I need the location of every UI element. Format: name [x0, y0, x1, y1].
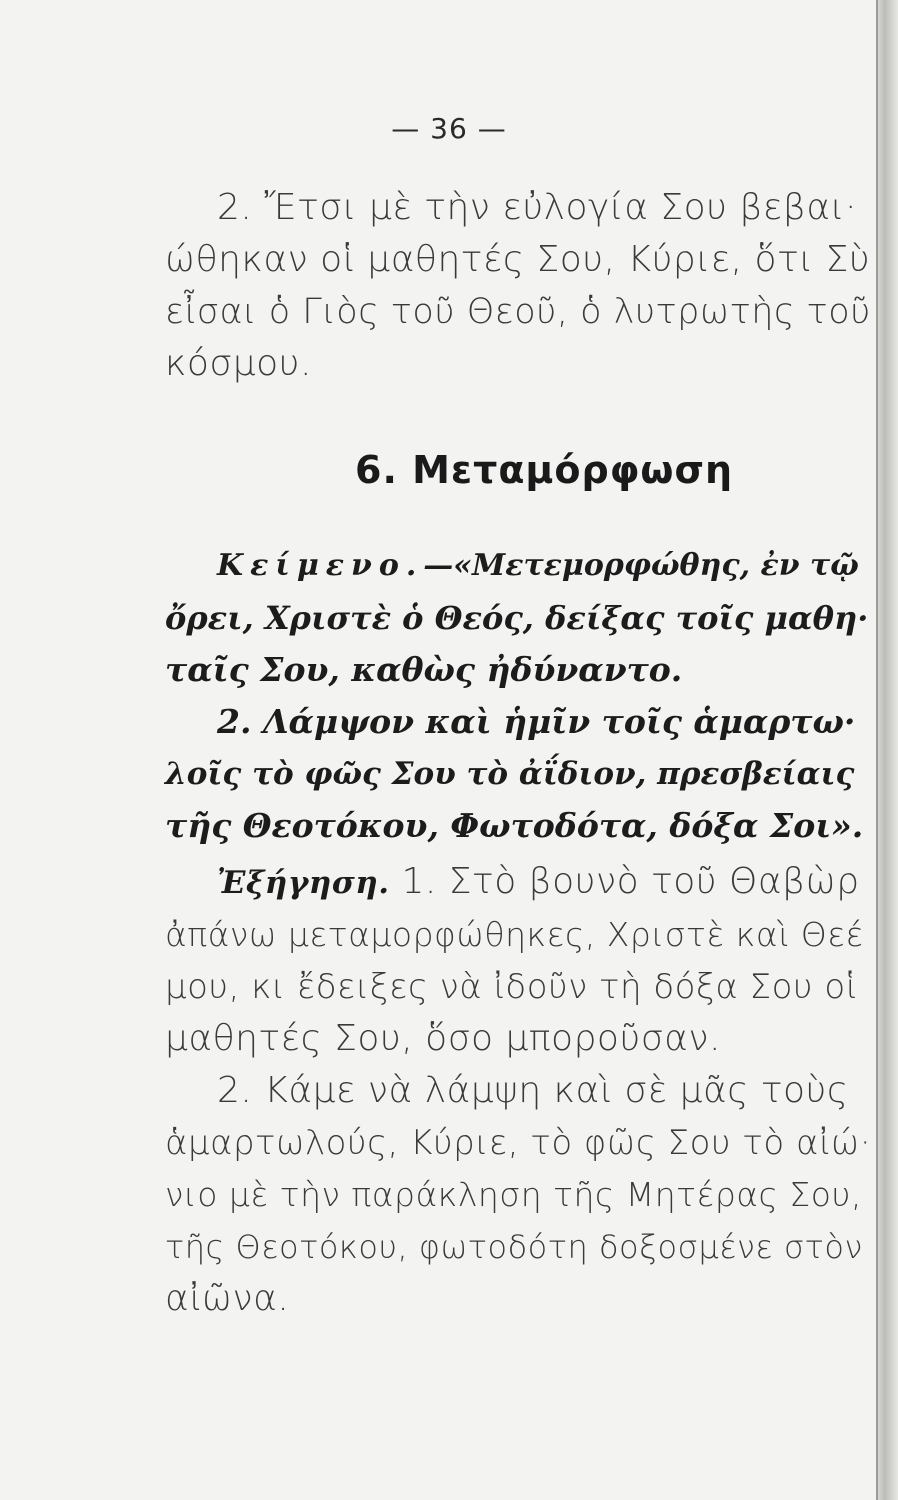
text-block-line-5: λοῖς τὸ φῶς Σου τὸ ἀΐδιον, πρεσβείαις: [165, 756, 855, 792]
explanation-line-7: νιο μὲ τὴν παράκληση τῆς Μητέρας Σου,: [165, 1175, 863, 1214]
paragraph-1-line-1: 2. Ἔτσι μὲ τὴν εὐλογία Σου βεβαι·: [217, 187, 857, 228]
text-block-line-4: 2. Λάμψον καὶ ἡμῖν τοῖς ἁμαρτω·: [217, 702, 856, 741]
explanation-line-8: τῆς Θεοτόκου, φωτοδότη δοξοσμένε στὸν: [165, 1228, 863, 1266]
explanation-label: Ἐξήγηση.: [217, 865, 390, 901]
explanation-line-4: μαθητές Σου, ὅσο μποροῦσαν.: [165, 1018, 721, 1059]
text-block-line-1: [165, 540, 875, 592]
explanation-line-1: [165, 856, 875, 909]
text-block-line-6: τῆς Θεοτόκου, Φωτοδότα, δόξα Σοι».: [165, 806, 864, 845]
explanation-line-5: 2. Κάμε νὰ λάμψη καὶ σὲ μᾶς τοὺς: [217, 1070, 849, 1111]
page-edge-shadow: [876, 0, 898, 1500]
paragraph-1-line-4: κόσμου.: [165, 343, 312, 384]
section-heading: 6. Μεταμόρφωση: [355, 448, 734, 492]
explanation-line-2: ἀπάνω μεταμορφώθηκες, Χριστὲ καὶ Θεέ: [165, 915, 864, 954]
explanation-line-6: ἁμαρτωλούς, Κύριε, τὸ φῶς Σου τὸ αἰώ·: [165, 1123, 872, 1163]
explanation-line-3: μου, κι ἔδειξες νὰ ἰδοῦν τὴ δόξα Σου οἱ: [165, 967, 858, 1007]
explanation-line-9: αἰῶνα.: [165, 1278, 290, 1319]
text-block-line-3: ταῖς Σου, καθὼς ἠδύναντο.: [165, 650, 683, 689]
text-block-line-1-text: —«Μετεμορφώθης, ἐν τῷ: [423, 548, 859, 583]
page-number: — 36 —: [391, 112, 507, 145]
text-block-line-2: ὄρει, Χριστὲ ὁ Θεός, δείξας τοῖς μαθη·: [165, 599, 869, 637]
explanation: [165, 856, 875, 1325]
text-block: [165, 540, 875, 852]
explanation-line-1-text: 1. Στὸ βουνὸ τοῦ Θαβὼρ: [401, 861, 860, 902]
paragraph-1: [165, 182, 875, 390]
text-block-label: Κείμενο.: [217, 548, 424, 583]
paragraph-1-line-3: εἶσαι ὁ Γιὸς τοῦ Θεοῦ, ὁ λυτρωτὴς τοῦ: [165, 292, 871, 332]
paragraph-1-line-2: ώθηκαν οἱ μαθητές Σου, Κύριε, ὅτι Σὺ: [165, 239, 871, 280]
page-edge-line: [876, 0, 878, 1500]
